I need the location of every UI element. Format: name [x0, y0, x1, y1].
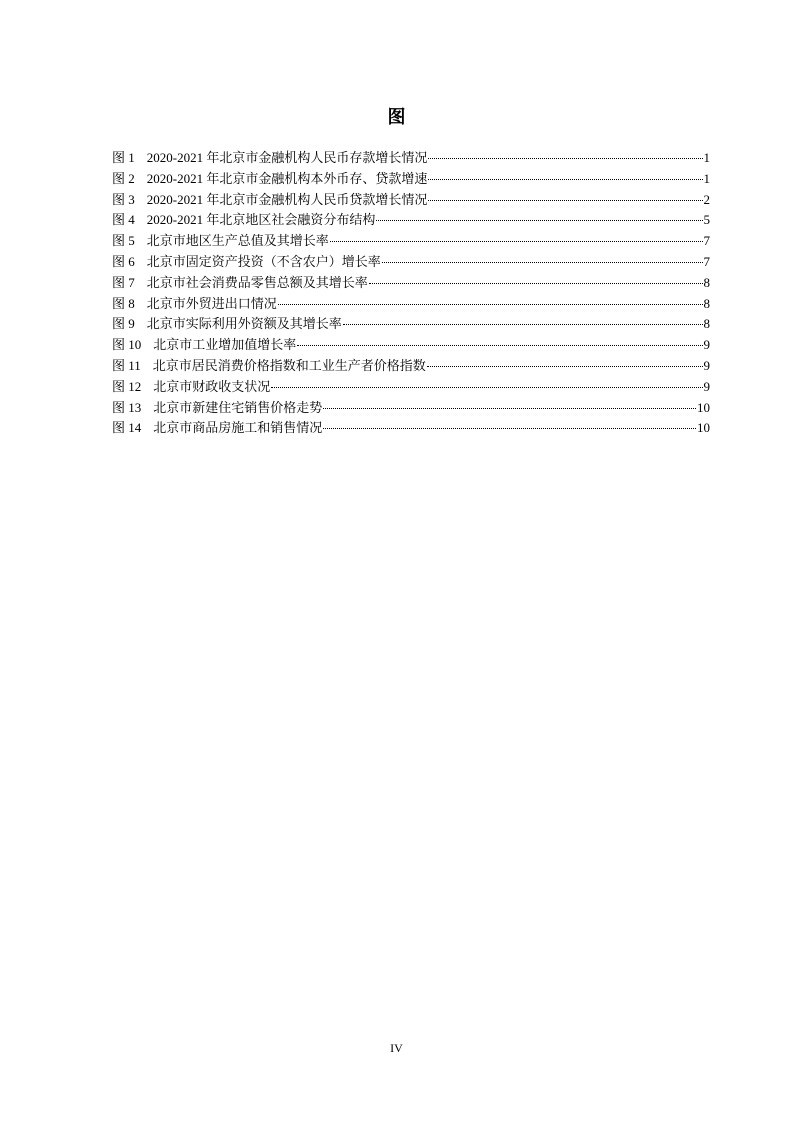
dot-leader — [427, 366, 703, 367]
figure-label: 图 3 — [112, 191, 135, 207]
figure-title: 2020-2021 年北京市金融机构人民币贷款增长情况 — [146, 191, 428, 207]
toc-entry-13[interactable] — [112, 398, 710, 419]
page-number: 9 — [703, 378, 710, 394]
list-of-figures — [112, 148, 710, 439]
toc-entry-12[interactable] — [112, 377, 710, 398]
figure-label: 图 14 — [112, 420, 142, 436]
page-number: 8 — [703, 295, 710, 311]
figure-title: 北京市居民消费价格指数和工业生产者价格指数 — [152, 357, 426, 373]
dot-leader — [428, 179, 702, 180]
dot-leader — [323, 408, 696, 409]
page-number: 9 — [703, 337, 710, 353]
dot-leader — [297, 345, 702, 346]
toc-entry-2[interactable] — [112, 169, 710, 190]
figure-label: 图 2 — [112, 170, 135, 186]
dot-leader — [323, 428, 696, 429]
page-number: 7 — [703, 253, 710, 269]
toc-entry-3[interactable] — [112, 190, 710, 211]
toc-entry-10[interactable] — [112, 335, 710, 356]
figure-label: 图 8 — [112, 295, 135, 311]
figure-label: 图 5 — [112, 233, 135, 249]
page-number: 8 — [703, 316, 710, 332]
figure-label: 图 4 — [112, 212, 135, 228]
figure-title: 北京市新建住宅销售价格走势 — [153, 399, 323, 415]
dot-leader — [271, 387, 702, 388]
dot-leader — [428, 200, 702, 201]
figure-title: 2020-2021 年北京地区社会融资分布结构 — [146, 212, 376, 228]
footer-page-number: IV — [390, 1041, 403, 1055]
page-number: 10 — [697, 399, 710, 415]
toc-entry-7[interactable] — [112, 273, 710, 294]
figure-title: 北京市工业增加值增长率 — [153, 337, 297, 353]
figure-label: 图 12 — [112, 378, 142, 394]
page-number: 8 — [703, 274, 710, 290]
page-number: 7 — [703, 233, 710, 249]
page-number: 10 — [697, 420, 710, 436]
dot-leader — [428, 158, 702, 159]
figure-label: 图 6 — [112, 253, 135, 269]
figure-title: 2020-2021 年北京市金融机构人民币存款增长情况 — [146, 150, 428, 165]
toc-entry-8[interactable] — [112, 294, 710, 315]
dot-leader — [343, 324, 703, 325]
page-number: 9 — [703, 357, 710, 373]
figure-title: 北京市外贸进出口情况 — [146, 295, 277, 311]
dot-leader — [369, 283, 703, 284]
figure-title: 2020-2021 年北京市金融机构本外币存、贷款增速 — [146, 170, 428, 186]
figure-label: 图 9 — [112, 316, 135, 332]
figure-label: 图 11 — [112, 357, 141, 373]
dot-leader — [376, 220, 702, 221]
toc-entry-4[interactable] — [112, 210, 710, 231]
page-number: 1 — [703, 170, 710, 186]
figure-title: 北京市财政收支状况 — [153, 378, 271, 394]
figure-label: 图 10 — [112, 337, 142, 353]
page-number: 5 — [703, 212, 710, 228]
figure-title: 北京市固定资产投资（不含农户）增长率 — [146, 253, 381, 269]
toc-entry-6[interactable] — [112, 252, 710, 273]
figure-title: 北京市地区生产总值及其增长率 — [146, 233, 329, 249]
figure-label: 图 7 — [112, 274, 135, 290]
toc-entry-14[interactable] — [112, 418, 710, 439]
dot-leader — [278, 304, 703, 305]
figure-label: 图 13 — [112, 399, 142, 415]
figure-label: 图 1 — [112, 150, 135, 165]
figure-title: 北京市实际利用外资额及其增长率 — [146, 316, 342, 332]
page-title: 图 — [387, 107, 406, 127]
page-number: 1 — [703, 150, 710, 165]
toc-entry-1[interactable] — [112, 148, 710, 169]
toc-entry-9[interactable] — [112, 314, 710, 335]
toc-entry-11[interactable] — [112, 356, 710, 377]
dot-leader — [382, 262, 703, 263]
dot-leader — [330, 241, 703, 242]
figure-title: 北京市社会消费品零售总额及其增长率 — [146, 274, 368, 290]
page-number: 2 — [703, 191, 710, 207]
toc-entry-5[interactable] — [112, 231, 710, 252]
figure-title: 北京市商品房施工和销售情况 — [153, 420, 323, 436]
